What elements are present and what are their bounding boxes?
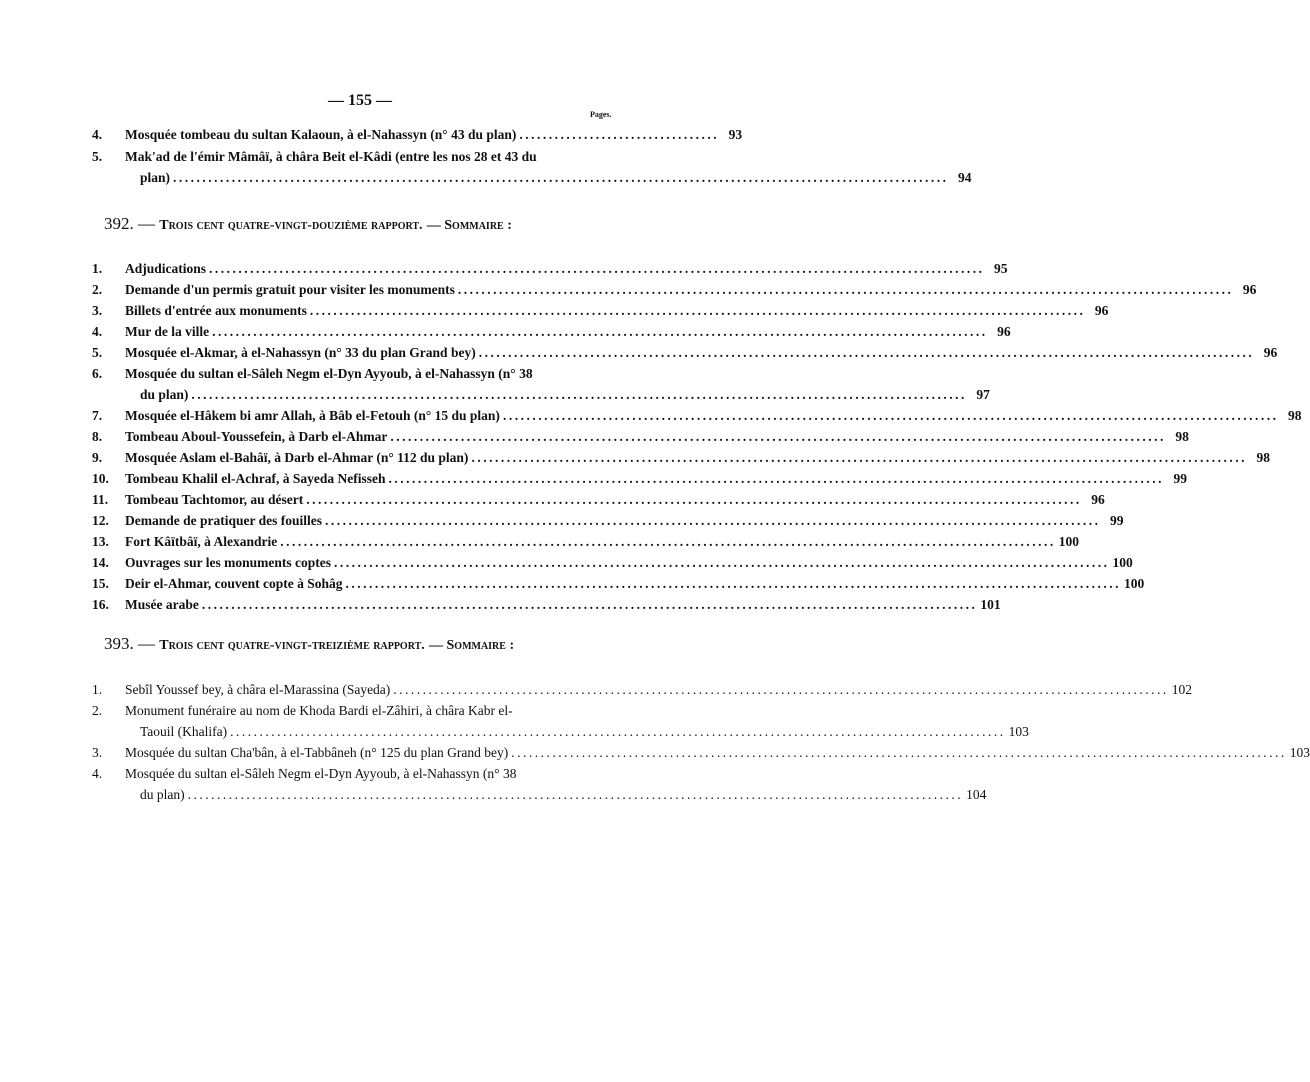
entry-number: 4. — [92, 766, 103, 781]
entry-page: 96 — [1263, 345, 1278, 360]
entry-number: 14. — [92, 555, 109, 570]
section-summary: — Sommaire : — [426, 218, 512, 233]
entry-page: 100 — [1123, 576, 1145, 591]
list-item: 5. Mosquée el-Akmar, à el-Nahassyn (n° 33 du plan Grand bey) .................................................................................................................................... 96 — [92, 342, 606, 363]
entry-page: 97 — [976, 387, 990, 402]
entry-text: Tombeau Aboul-Youssefein, à Darb el-Ahmar — [125, 429, 388, 444]
entry-page: 98 — [1256, 450, 1270, 465]
section-title: Trois cent quatre-vingt-treizième rapport. — [159, 638, 425, 653]
entry-number: 9. — [92, 450, 103, 465]
entry-page: 94 — [958, 170, 972, 185]
entry-text: Fort Kâïtbâï, à Alexandrie — [125, 534, 278, 549]
entry-text: Billets d'entrée aux monuments — [125, 303, 307, 318]
entry-text: Taouil (Khalifa) — [140, 724, 228, 739]
list-item: 14. Ouvrages sur les monuments coptes .................................................................................................................................... 100 — [92, 552, 606, 573]
entry-page: 93 — [728, 127, 743, 142]
list-item: 3. Billets d'entrée aux monuments .................................................................................................................................... 96 — [92, 300, 606, 321]
list-item: 4. Mur de la ville .................................................................................................................................... 96 — [92, 321, 606, 342]
entry-text: Mosquée du sultan el-Sâleh Negm el-Dyn Ayyoub, à el-Nahassyn (n° 38 — [125, 366, 533, 381]
entry-page: 103 — [1008, 724, 1029, 739]
entry-page: 99 — [1173, 471, 1188, 486]
section-summary: — Sommaire : — [429, 638, 515, 653]
page-number: — 155 — — [328, 92, 392, 109]
entry-number: 2. — [92, 703, 103, 718]
section-title: Trois cent quatre-vingt-douzième rapport. — [159, 218, 423, 233]
entry-number: 10. — [92, 471, 109, 486]
list-item: 11. Tombeau Tachtomor, au désert .................................................................................................................................... 96 — [92, 489, 606, 510]
entry-text: Ouvrages sur les monuments coptes — [125, 555, 332, 570]
entry-number: 4. — [92, 127, 103, 142]
entry-text: Mur de la ville — [125, 324, 210, 339]
entry-number: 3. — [92, 303, 103, 318]
entry-text: Tombeau Tachtomor, au désert — [125, 492, 304, 507]
entry-text: Musée arabe — [125, 597, 199, 612]
entry-number: 16. — [92, 597, 109, 612]
list-item: 3. Mosquée du sultan Cha'bân, à el-Tabbâneh (n° 125 du plan Grand bey) .................................................................................................................................... 103 — [92, 742, 606, 763]
entry-page: 96 — [1094, 303, 1109, 318]
entry-page: 96 — [1091, 492, 1105, 507]
entry-page: 101 — [980, 597, 1001, 612]
entry-text: Adjudications — [125, 261, 207, 276]
list-item: 9. Mosquée Aslam el-Bahâï, à Darb el-Ahmar (n° 112 du plan) .................................................................................................................................... 98 — [92, 447, 606, 468]
section-number: 393. — [104, 634, 134, 653]
entry-number: 4. — [92, 324, 103, 339]
section-dash: — — [138, 214, 155, 233]
entry-number: 3. — [92, 745, 103, 760]
entry-text: Demande d'un permis gratuit pour visiter les monuments — [125, 282, 455, 297]
entry-number: 7. — [92, 408, 103, 423]
entry-page: 96 — [997, 324, 1011, 339]
entry-page: 102 — [1171, 682, 1193, 697]
list-item: 8. Tombeau Aboul-Youssefein, à Darb el-Ahmar .................................................................................................................................... 98 — [92, 426, 606, 447]
list-item: 1. Adjudications .................................................................................................................................... 95 — [92, 258, 606, 279]
entry-number: 5. — [92, 149, 103, 164]
list-item: 2. Monument funéraire au nom de Khoda Bardi el-Zâhiri, à châra Kabr el- Taouil (Khalifa) .................................................................................................................................... 103 — [92, 700, 606, 742]
entry-text: Mosquée tombeau du sultan Kalaoun, à el-Nahassyn (n° 43 du plan) — [125, 127, 517, 142]
list-item: 12. Demande de pratiquer des fouilles .................................................................................................................................... 99 — [92, 510, 606, 531]
entry-number: 6. — [92, 366, 103, 381]
entry-number: 1. — [92, 261, 103, 276]
section-number: 392. — [104, 214, 134, 233]
list-item: 5. Mak'ad de l'émir Mâmâï, à châra Beit el-Kâdi (entre les nos 28 et 43 du plan) .................................................................................................................................... 94 — [92, 146, 606, 188]
list-item: 4. Mosquée du sultan el-Sâleh Negm el-Dyn Ayyoub, à el-Nahassyn (n° 38 du plan) .................................................................................................................................... 104 — [92, 763, 606, 805]
pages-column-label: Pages. — [590, 110, 612, 119]
entry-text: Mosquée du sultan Cha'bân, à el-Tabbâneh (n° 125 du plan Grand bey) — [125, 745, 509, 760]
entry-page: 99 — [1110, 513, 1124, 528]
entry-number: 13. — [92, 534, 109, 549]
entry-page: 100 — [1058, 534, 1079, 549]
section-heading-392 — [104, 214, 610, 234]
section-dash: — — [138, 634, 155, 653]
list-item: 1. Sebîl Youssef bey, à châra el-Marassina (Sayeda) .................................................................................................................................... 102 — [92, 679, 606, 700]
entry-number: 12. — [92, 513, 109, 528]
section-heading-393 — [104, 634, 610, 654]
entry-text: du plan) — [140, 787, 185, 802]
list-item: 13. Fort Kâïtbâï, à Alexandrie .................................................................................................................................... 100 — [92, 531, 606, 552]
entry-number: 5. — [92, 345, 103, 360]
entry-page: 98 — [1175, 429, 1189, 444]
entry-text: Monument funéraire au nom de Khoda Bardi el-Zâhiri, à châra Kabr el- — [125, 703, 513, 718]
entry-text: plan) — [140, 170, 171, 185]
entry-page: 98 — [1287, 408, 1302, 423]
list-item: 2. Demande d'un permis gratuit pour visiter les monuments .................................................................................................................................... 96 — [92, 279, 606, 300]
entry-text: Demande de pratiquer des fouilles — [125, 513, 323, 528]
entry-text: Mosquée Aslam el-Bahâï, à Darb el-Ahmar (n° 112 du plan) — [125, 450, 469, 465]
entry-page: 96 — [1242, 282, 1257, 297]
list-item: 4. Mosquée tombeau du sultan Kalaoun, à el-Nahassyn (n° 43 du plan) .................................. 93 — [92, 124, 606, 145]
list-item: 10. Tombeau Khalil el-Achraf, à Sayeda Nefisseh .................................................................................................................................... 99 — [92, 468, 606, 489]
entry-text: Mosquée el-Hâkem bi amr Allah, à Bâb el-Fetouh (n° 15 du plan) — [125, 408, 500, 423]
entry-page: 104 — [966, 787, 987, 802]
list-item: 7. Mosquée el-Hâkem bi amr Allah, à Bâb el-Fetouh (n° 15 du plan) .................................................................................................................................... 98 — [92, 405, 606, 426]
entry-text: Sebîl Youssef bey, à châra el-Marassina (Sayeda) — [125, 682, 391, 697]
entry-text: Tombeau Khalil el-Achraf, à Sayeda Nefisseh — [125, 471, 386, 486]
list-item: 15. Deir el-Ahmar, couvent copte à Sohâg .................................................................................................................................... 100 — [92, 573, 606, 594]
entry-number: 11. — [92, 492, 109, 507]
entry-page: 103 — [1289, 745, 1310, 760]
entry-text: Mosquée el-Akmar, à el-Nahassyn (n° 33 du plan Grand bey) — [125, 345, 476, 360]
entry-text: du plan) — [140, 387, 189, 402]
entry-page: 95 — [994, 261, 1008, 276]
list-item: 6. Mosquée du sultan el-Sâleh Negm el-Dyn Ayyoub, à el-Nahassyn (n° 38 du plan) .................................................................................................................................... 97 — [92, 363, 606, 405]
entry-number: 1. — [92, 682, 103, 697]
entry-page: 100 — [1112, 555, 1133, 570]
entry-text: Mak'ad de l'émir Mâmâï, à châra Beit el-Kâdi (entre les nos 28 et 43 du — [125, 149, 537, 164]
entry-number: 8. — [92, 429, 103, 444]
list-item: 16. Musée arabe .................................................................................................................................... 101 — [92, 594, 606, 615]
entry-number: 2. — [92, 282, 103, 297]
entry-text: Mosquée du sultan el-Sâleh Negm el-Dyn Ayyoub, à el-Nahassyn (n° 38 — [125, 766, 517, 781]
entry-number: 15. — [92, 576, 109, 591]
entry-text: Deir el-Ahmar, couvent copte à Sohâg — [125, 576, 343, 591]
